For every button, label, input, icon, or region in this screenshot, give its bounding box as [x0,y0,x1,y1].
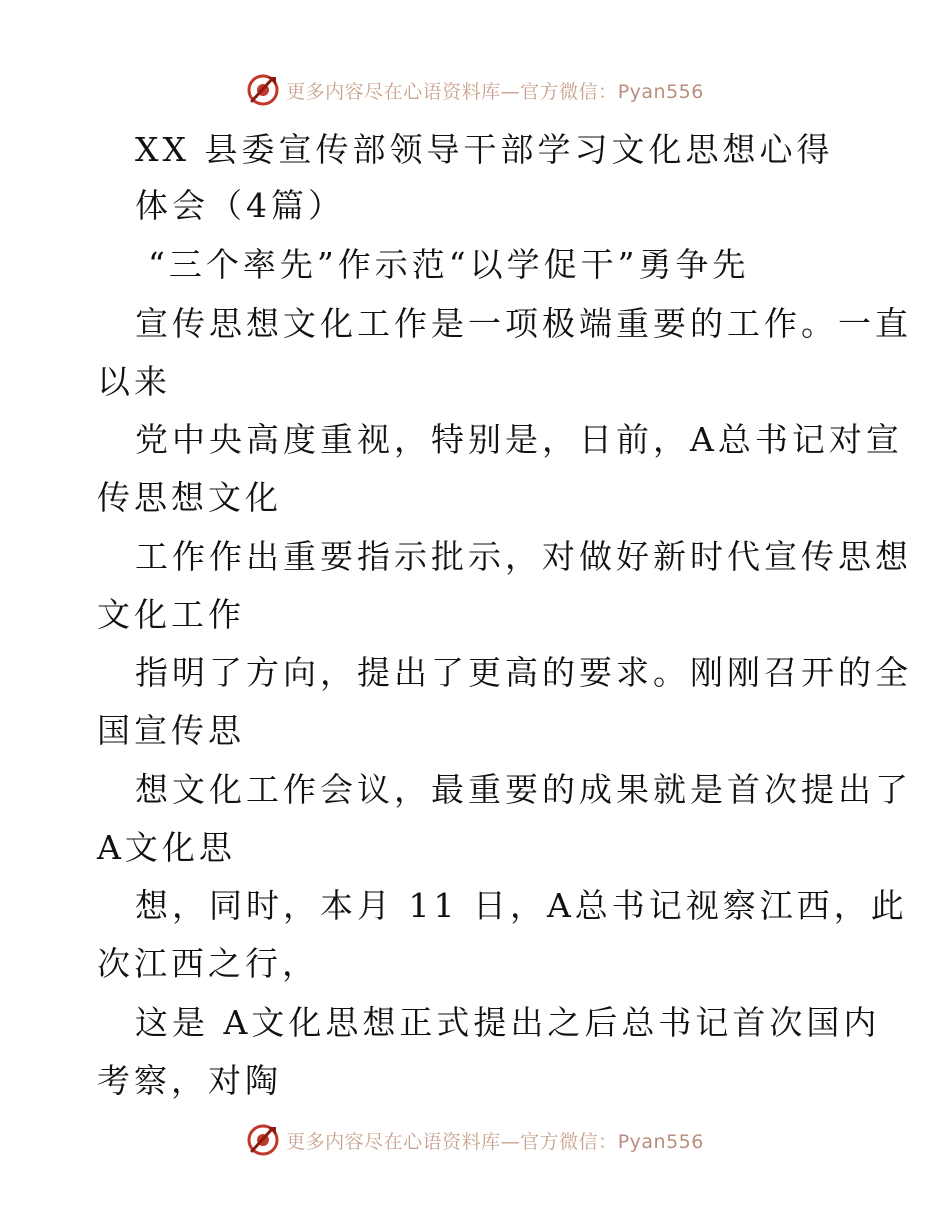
footer-watermark [0,1120,950,1160]
header-text [286,77,704,104]
footer-text-part3: Pyan556 [617,1130,704,1153]
paragraph-line: 以来 [97,362,171,401]
paragraph-line: 传思想文化 [97,478,282,517]
paragraph-line: 指明了方向，提出了更高的要求。刚刚召开的全 [135,653,912,692]
paragraph-line: 党中央高度重视，特别是，日前，A总书记对宣 [135,420,903,459]
header-text-part1: 更多内容尽在心语资料库 [286,80,501,103]
paragraph-line: 次江西之行， [97,944,319,983]
footer-text [286,1127,704,1154]
document-title-line2: 体会（4篇） [135,186,345,225]
footer-text-part1: 更多内容尽在心语资料库 [286,1130,501,1153]
header-text-part2: —官方微信： [500,80,618,103]
paragraph-line: 国宣传思 [97,711,245,750]
header-watermark [0,70,950,110]
document-subtitle: “三个率先”作示范“以学促干”勇争先 [148,245,750,284]
header-text-part3: Pyan556 [617,80,704,103]
quill-seal-icon [246,73,280,107]
paragraph-line: 宣传思想文化工作是一项极端重要的工作。一直 [135,304,912,343]
footer-text-part2: —官方微信： [500,1130,618,1153]
paragraph-line: 考察，对陶 [97,1061,282,1100]
document-title-line1: XX 县委宣传部领导干部学习文化思想心得 [135,130,834,169]
paragraph-line: 工作作出重要指示批示，对做好新时代宣传思想 [135,537,912,576]
paragraph-line: A文化思 [97,828,236,867]
paragraph-line: 文化工作 [97,595,245,634]
quill-seal-icon [246,1123,280,1157]
paragraph-line: 这是 A文化思想正式提出之后总书记首次国内 [135,1003,881,1042]
paragraph-line: 想文化工作会议，最重要的成果就是首次提出了 [135,770,912,809]
paragraph-line: 想，同时，本月 11 日，A总书记视察江西，此 [135,886,908,925]
